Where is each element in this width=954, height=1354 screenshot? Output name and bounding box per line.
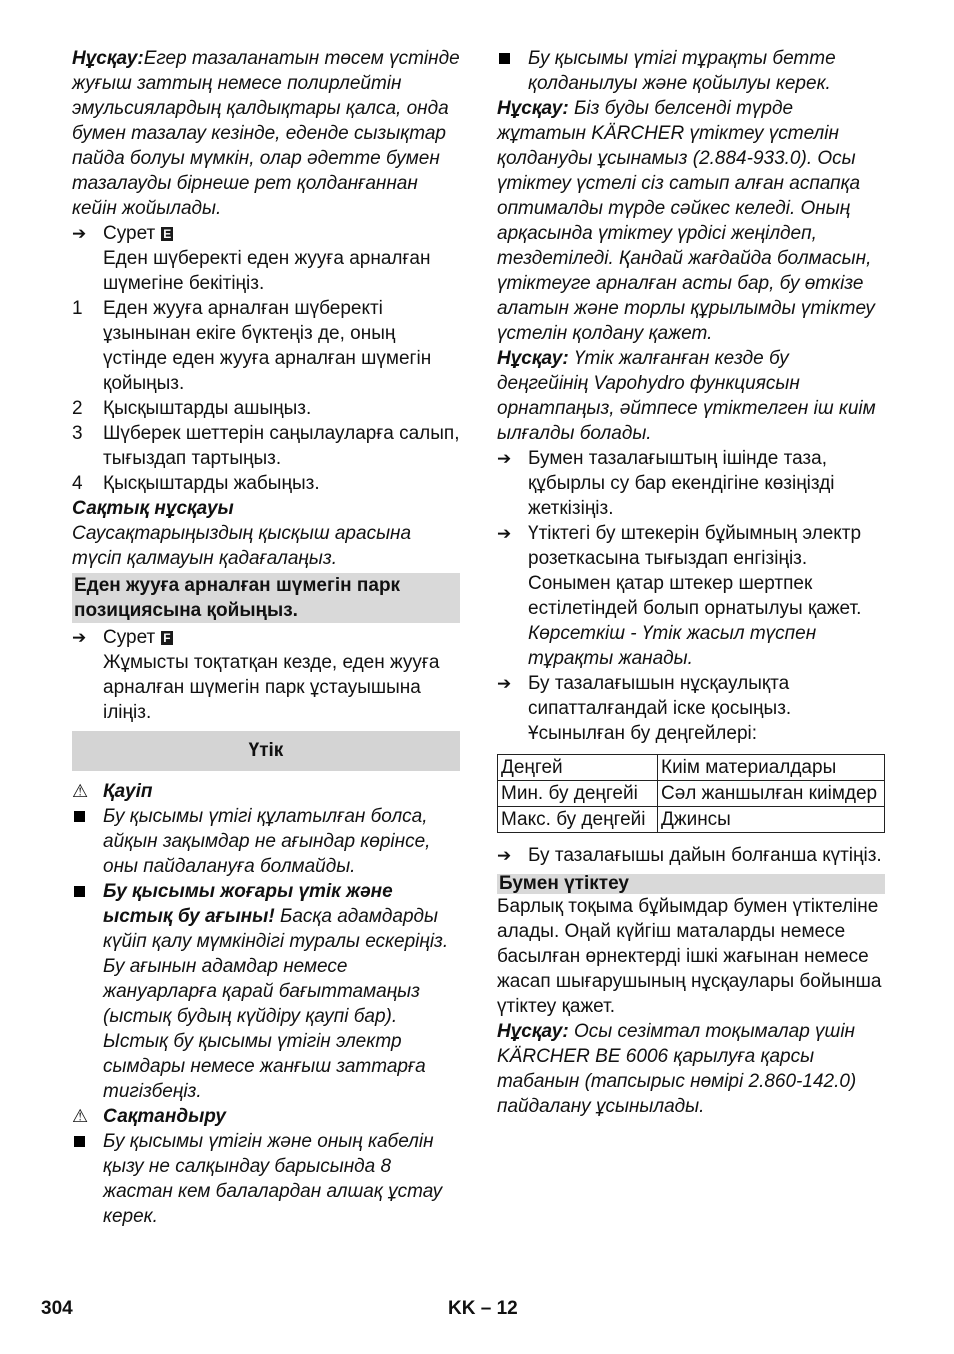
list-item [497,46,885,96]
steam-ironing-text: Барлық тоқыма бұйымдар бумен үтіктеліне алады. Оңай күйгіш маталарды немесе басылған өрнектерді ішкі жағынан немесе жасап шығарушының нұсқаулары бойынша үтіктеу қажет. [497,896,882,1017]
list-item [72,296,460,396]
step-text: Қысқыштарды ашыңыз. [103,398,312,419]
square-bullet-icon [72,804,103,879]
table-header: Киім материалдары [658,755,885,781]
page-number: 304 [41,1298,73,1319]
danger-title: Қауіп [103,781,153,802]
figure-letter-badge: E [163,227,172,241]
step-text: Шүберек шеттерін саңылауларға салып, тығыздап тартыңыз. [103,423,460,469]
step-text: Қысқыштарды жабыңыз. [103,473,320,494]
arrow-icon: ➔ [72,628,87,647]
figure-label: Сурет [103,223,156,244]
note-label: Нұсқау: [497,348,569,369]
note-label: Нұсқау: [497,1021,569,1042]
note-text: Біз буды белсенді түрде жұтатын KÄRCHER үтіктеу үстелін қолдануды ұсынамыз (2.884-933.0). Осы үтіктеу үстелі сіз сатып алған аспапқа оптималды түрде сәйкес келеді. Оның арқасында үтіктеу үрдісі жеңілдеп, тездетіледі. Қандай жағдайда болмасын, үтіктеуге арналған асты бар, бу өткізе алатын және торлы құрылымды үтіктеу үстелін қолдану қажет. [497,98,875,344]
bullet-text: Бу қысымы үтігі құлатылған болса, айқын зақымдар не ағындар көрінсе, оны пайдалануға болмайды. [103,806,431,877]
note-paragraph [497,346,885,446]
section-title: Үтік [72,731,460,771]
safety-title: Сақтық нұсқауы [72,498,234,519]
right-column [497,46,885,1119]
list-item [72,421,460,471]
figure-reference-e [72,221,460,246]
table-row [498,807,885,833]
caution-title: Сақтандыру [103,1106,226,1127]
note-paragraph [72,46,460,221]
figure-letter-badge: F [163,631,171,645]
arrow-text: Бумен тазалағыштың ішінде таза, құбырлы су бар екендігіне көзіңізді жеткізіңіз. [528,448,835,519]
safety-text: Саусақтарыңыздың қысқыш арасына түсіп қалмауын қадағалаңыз. [72,523,412,569]
note-paragraph [497,96,885,346]
bullet-bold-text: Бу қысымы жоғары үтік және ыстық бу ағыны! [103,881,393,927]
list-item [497,446,885,521]
danger-heading [72,779,460,804]
table-cell: Джинсы [658,807,885,833]
arrow-text: Бу тазалағышы дайын болғанша күтіңіз. [528,845,882,866]
bullet-text: Бу қысымы үтігі тұрақты бетте қолданылуы және қойылуы керек. [528,48,836,94]
section-code: KK – 12 [448,1298,518,1319]
steam-ironing-heading: Бумен үтіктеу [497,874,885,894]
bullet-text: Басқа адамдарды күйіп қалу мүмкіндігі туралы ескеріңіз. Бу ағынын адамдар немесе жануарларға қарай бағыттамаңыз (ыстық будың күйдіру қаупі бар). Ыстық бу қысымы үтігін электр сымдары немесе жанғыш заттарға тигізбеңіз. [103,906,449,1102]
left-column [72,46,460,1229]
caution-heading [72,1104,460,1129]
square-bullet-icon [497,46,528,96]
warning-triangle-icon: ⚠ [72,1106,89,1126]
list-item [497,671,885,746]
note-text: Егер тазаланатын төсем үстінде жуғыш заттың немесе полирлейтін эмульсиялардың қалдықтары қалса, онда бумен тазалау кезінде, еденде сызықтар пайда болуы мүмкін, олар әдетте бумен тазалауды бірнеше рет қолданғаннан кейін жойылады. [72,48,460,219]
note-text: Осы сезімтал тоқымалар үшін KÄRCHER BE 6006 қарылуға қарсы табанын (тапсырыс нөмірі 2.860-142.0) пайдалану ұсынылады. [497,1021,857,1117]
table-cell: Мин. бу деңгейі [498,781,658,807]
bullet-text: Бу қысымы үтігін және оның кабелін қызу не салқындау барысында 8 жастан кем балалардан алшақ ұстау керек. [103,1131,443,1227]
note-label: Нұсқау: [497,98,569,119]
arrow-icon: ➔ [497,846,512,865]
figure-reference-f [72,625,460,650]
table-header-row [498,755,885,781]
list-item [72,1129,460,1229]
table-row [498,781,885,807]
square-bullet-icon [72,879,103,1104]
note-text: Үтік жалғанған кезде бу деңгейінің Vapohydro функциясын орнатпаңыз, әйтпесе үтіктелген іш киім ылғалды болады. [497,348,876,444]
indicator-text: Көрсеткіш - Үтік жасыл түспен тұрақты жанады. [528,623,817,669]
list-item [497,843,885,868]
park-heading: Еден жууға арналған шүмегін парк позициясына қойыңыз. [72,573,460,623]
square-bullet-icon [72,1129,103,1229]
warning-triangle-icon: ⚠ [72,781,89,801]
table-cell: Сәл жаншылған киімдер [658,781,885,807]
step-number: 1 [72,298,83,319]
arrow-text: Бу тазалағышын нұсқаулықта сипатталғандай іске қосыңыз. Ұсынылған бу деңгейлері: [528,673,792,744]
list-item [72,396,460,421]
list-item [497,521,885,621]
figure-e-text: Еден шүберекті еден жууға арналған шүмегіне бекітіңіз. [103,248,431,294]
figure-label: Сурет [103,627,156,648]
figure-f-text: Жұмысты тоқтатқан кезде, еден жууға арналған шүмегін парк ұстауышына іліңіз. [103,652,440,723]
arrow-icon: ➔ [497,449,512,468]
step-text: Еден жууға арналған шүберекті ұзынынан екіге бүктеңіз де, оның үстінде еден жууға арналған шүмегін қойыңыз. [103,298,432,394]
step-number: 3 [72,423,83,444]
arrow-icon: ➔ [497,524,512,543]
arrow-text: Үтіктегі бу штекерін бұйымның электр розеткасына тығыздап енгізіңіз. Сонымен қатар штекер шертпек естілетіндей болып орнатылуы қажет. [528,523,862,619]
steam-level-table [497,754,885,833]
step-number: 4 [72,473,83,494]
note-label: Нұсқау: [72,48,144,69]
step-number: 2 [72,398,83,419]
table-cell: Макс. бу деңгейі [498,807,658,833]
list-item [72,471,460,496]
arrow-icon: ➔ [497,674,512,693]
arrow-icon: ➔ [72,224,87,243]
list-item [72,879,460,1104]
note-paragraph [497,1019,885,1119]
table-header: Деңгей [498,755,658,781]
list-item [72,804,460,879]
